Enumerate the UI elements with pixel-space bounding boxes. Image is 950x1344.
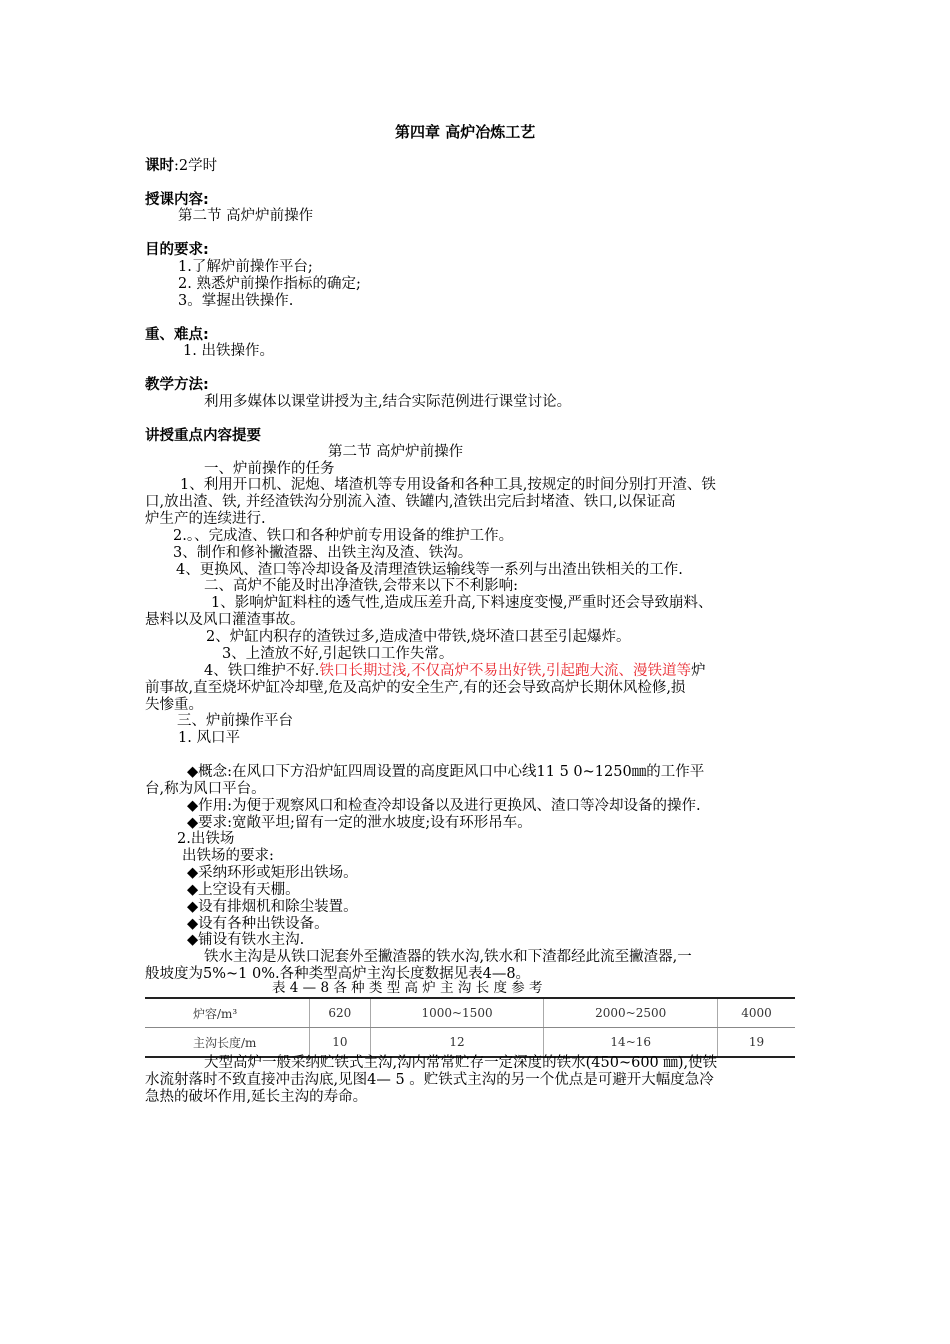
body-text: 铁水主沟是从铁口泥套外至撇渣器的铁水沟,铁水和下渣都经此流至撇渣器,一 (204, 949, 692, 965)
body-text: 1. 风口平 (178, 730, 240, 746)
content-label: 授课内容: (145, 192, 209, 208)
body-text: 3、上渣放不好,引起铁口工作失常。 (222, 646, 454, 662)
table-row (145, 998, 795, 1028)
body-text: 1、利用开口机、泥炮、堵渣机等专用设备和各种工具,按规定的时间分别打开渣、铁 (180, 477, 716, 493)
body-text: 悬料以及风口灌渣事故。 (145, 612, 305, 628)
section-heading: 第二节 高炉炉前操作 (328, 444, 464, 460)
body-text: 出铁场的要求: (182, 848, 274, 864)
method-label: 教学方法: (145, 377, 209, 393)
body-text: 2、炉缸内积存的渣铁过多,造成渣中带铁,烧坏渣口甚至引起爆炸。 (206, 629, 631, 645)
goal-item: 2. 熟悉炉前操作指标的确定; (178, 276, 361, 292)
goals-label: 目的要求: (145, 242, 209, 258)
body-text: 2.出铁场 (177, 831, 235, 847)
body-text: 急热的破坏作用,延长主沟的寿命。 (145, 1089, 368, 1105)
body-text: 水流射落时不致直接冲击沟底,见图4— 5 。贮铁式主沟的另一个优点是可避开大幅度急冷 (145, 1072, 714, 1088)
table-caption: 表 4 — 8 各 种 类 型 高 炉 主 沟 长 度 参 考 (272, 980, 543, 996)
outline-label: 讲授重点内容提要 (145, 428, 261, 444)
hours-value: :2学时 (174, 158, 218, 174)
bullet-item: ◆采纳环形或矩形出铁场。 (187, 865, 358, 881)
table-cell: 4000 (718, 998, 795, 1028)
bullet-item: ◆设有排烟机和除尘装置。 (187, 899, 358, 915)
body-text: 口,放出渣、铁, 并经渣铁沟分别流入渣、铁罐内,渣铁出完后封堵渣、铁口,以保证高 (145, 494, 676, 510)
body-text: 1、影响炉缸料柱的透气性,造成压差升高,下料速度变慢,严重时还会导致崩料、 (211, 595, 713, 611)
body-text: ◆作用:为便于观察风口和检查冷却设备以及进行更换风、渣口等冷却设备的操作. (187, 798, 701, 814)
goal-item: 1.了解炉前操作平台; (178, 259, 313, 275)
body-text: 前事故,直至烧坏炉缸冷却壁,危及高炉的安全生产,有的还会导致高炉长期休风检修,损 (145, 680, 686, 696)
body-text: ◆概念:在风口下方沿炉缸四周设置的高度距风口中心线11 5 0~1250㎜的工作平 (187, 764, 705, 780)
table-cell: 1000~1500 (370, 998, 544, 1028)
goal-item: 3。掌握出铁操作. (178, 293, 294, 309)
body-text: ◆要求:宽敞平坦;留有一定的泄水坡度;设有环形吊车。 (187, 815, 532, 831)
body-text-part: 炉 (691, 663, 706, 679)
page-title: 第四章 高炉冶炼工艺 (395, 123, 536, 141)
table-cell: 10 (310, 1028, 371, 1058)
key-label: 重、难点: (145, 327, 209, 343)
body-text: 台,称为风口平台。 (145, 781, 266, 797)
body-text: 般坡度为5%~1 0%.各种类型高炉主沟长度数据见表4—8。 (145, 966, 531, 982)
body-text: 2.。、完成渣、铁口和各种炉前专用设备的维护工作。 (173, 528, 514, 544)
bullet-item: ◆铺设有铁水主沟. (187, 932, 305, 948)
method-item: 利用多媒体以课堂讲授为主,结合实际范例进行课堂讨论。 (204, 394, 572, 410)
table-cell: 炉容/m³ (145, 998, 310, 1028)
body-text: 4、更换风、渣口等冷却设备及清理渣铁运输线等一系列与出渣出铁相关的工作. (176, 562, 683, 578)
table-row (145, 1028, 795, 1058)
hours-label: 课时 (145, 158, 174, 174)
body-text: 大型高炉一般采纳贮铁式主沟,沟内常常贮存一定深度的铁水(450~600 ㎜),使铁 (204, 1055, 718, 1071)
table-cell: 620 (310, 998, 371, 1028)
table-cell: 主沟长度/m (193, 1035, 257, 1050)
subsection-heading: 二、高炉不能及时出净渣铁,会带来以下不利影响: (204, 578, 518, 594)
body-text-part: 4、铁口维护不好. (204, 663, 320, 679)
body-text: 炉生产的连续进行. (145, 511, 266, 527)
table-cell: 12 (370, 1028, 544, 1058)
bullet-item: ◆设有各种出铁设备。 (187, 916, 329, 932)
hours-line (145, 158, 217, 175)
furnace-channel-table (145, 997, 795, 1058)
subsection-heading: 三、炉前操作平台 (177, 713, 293, 729)
table-cell: 14~16 (544, 1028, 718, 1058)
subsection-heading: 一、炉前操作的任务 (204, 461, 335, 477)
table-cell: 2000~2500 (544, 998, 718, 1028)
key-item: 1. 出铁操作。 (183, 343, 274, 359)
body-text: 失惨重。 (145, 697, 203, 713)
highlighted-text: 铁口长期过浅,不仅高炉不易出好铁,引起跑大流、漫铁道等 (319, 663, 692, 679)
table-cell: 19 (718, 1028, 795, 1058)
body-text: 3、制作和修补撇渣器、出铁主沟及渣、铁沟。 (173, 545, 473, 561)
bullet-item: ◆上空设有天棚。 (187, 882, 300, 898)
content-item: 第二节 高炉炉前操作 (178, 208, 314, 224)
body-text (204, 663, 706, 680)
